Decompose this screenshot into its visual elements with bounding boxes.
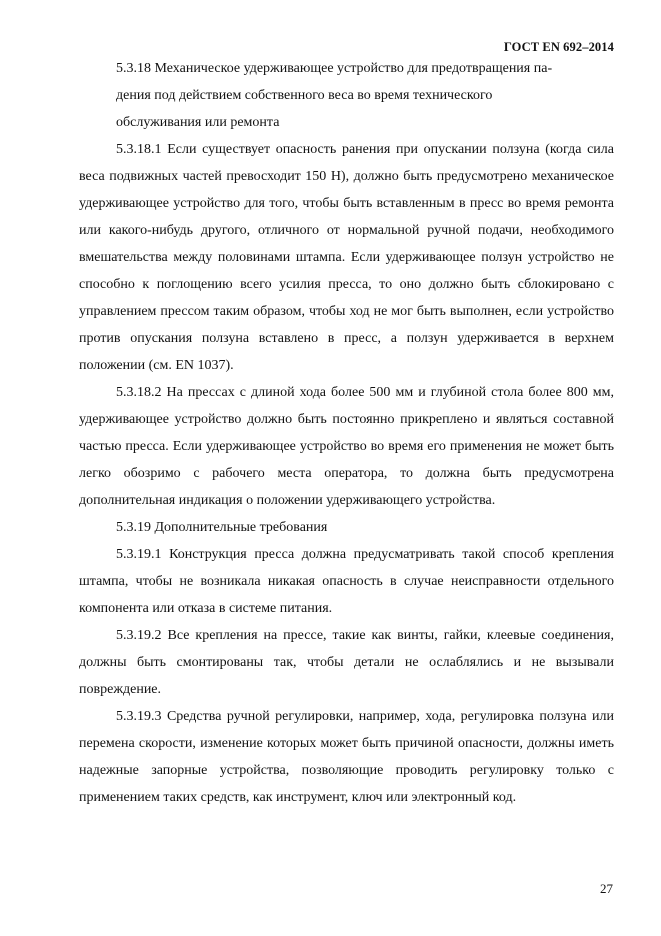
paragraph-5-3-18-2: 5.3.18.2 На прессах с длиной хода более 500 мм и глубиной стола более 800 мм, удерживающее устройство должно быть постоянно прикреплено и являться составной частью пресса. Если удерживающее устройство во время его применения не может быть легко обозримо с рабочего места оператора, то должна быть предусмотрена дополнительная индикация о положении удерживающего устройства.	[79, 385, 614, 508]
document-code-header: ГОСТ EN 692–2014	[503, 40, 614, 54]
heading-line-1: 5.3.18 Механическое удерживающее устройство для предотвращения па-	[116, 61, 553, 76]
heading-line-2: дения под действием собственного веса во время технического	[116, 88, 493, 103]
paragraph-5-3-19-1: 5.3.19.1 Конструкция пресса должна предусматривать такой способ крепления штампа, чтобы не возникала никакая опасность в случае неисправности отдельного компонента или отказа в системе питания.	[79, 547, 614, 616]
heading-line-3: обслуживания или ремонта	[116, 115, 280, 130]
section-heading-5-3-18	[79, 55, 614, 136]
paragraph-5-3-19-3: 5.3.19.3 Средства ручной регулировки, например, хода, регулировка ползуна или перемена скорости, изменение которых может быть причиной опасности, должны иметь надежные запорные устройства, позволяющие проводить регулировку только с применением таких средств, как инструмент, ключ или электронный код.	[79, 709, 614, 805]
paragraph-5-3-19-2: 5.3.19.2 Все крепления на прессе, такие как винты, гайки, клеевые соединения, должны быть смонтированы так, чтобы детали не ослаблялись и не вызывали повреждение.	[79, 628, 614, 697]
paragraph-5-3-18-1: 5.3.18.1 Если существует опасность ранения при опускании ползуна (когда сила веса подвижных частей превосходит 150 Н), должно быть предусмотрено механическое удерживающее устройство для того, чтобы быть вставленным в пресс во время ремонта или какого-нибудь другого, отличного от нормальной ручной подачи, необходимого вмешательства между половинами штампа. Если удерживающее ползун устройство не способно к поглощению всего усилия пресса, то оно должно быть сблокировано с управлением прессом таким образом, чтобы ход не мог быть выполнен, если устройство против опускания ползуна вставлено в пресс, а ползун удерживается в верхнем положении (см. EN 1037).	[79, 142, 614, 373]
section-heading-5-3-19: 5.3.19 Дополнительные требования	[116, 520, 328, 535]
document-body	[79, 55, 614, 811]
page-number: 27	[600, 881, 613, 896]
